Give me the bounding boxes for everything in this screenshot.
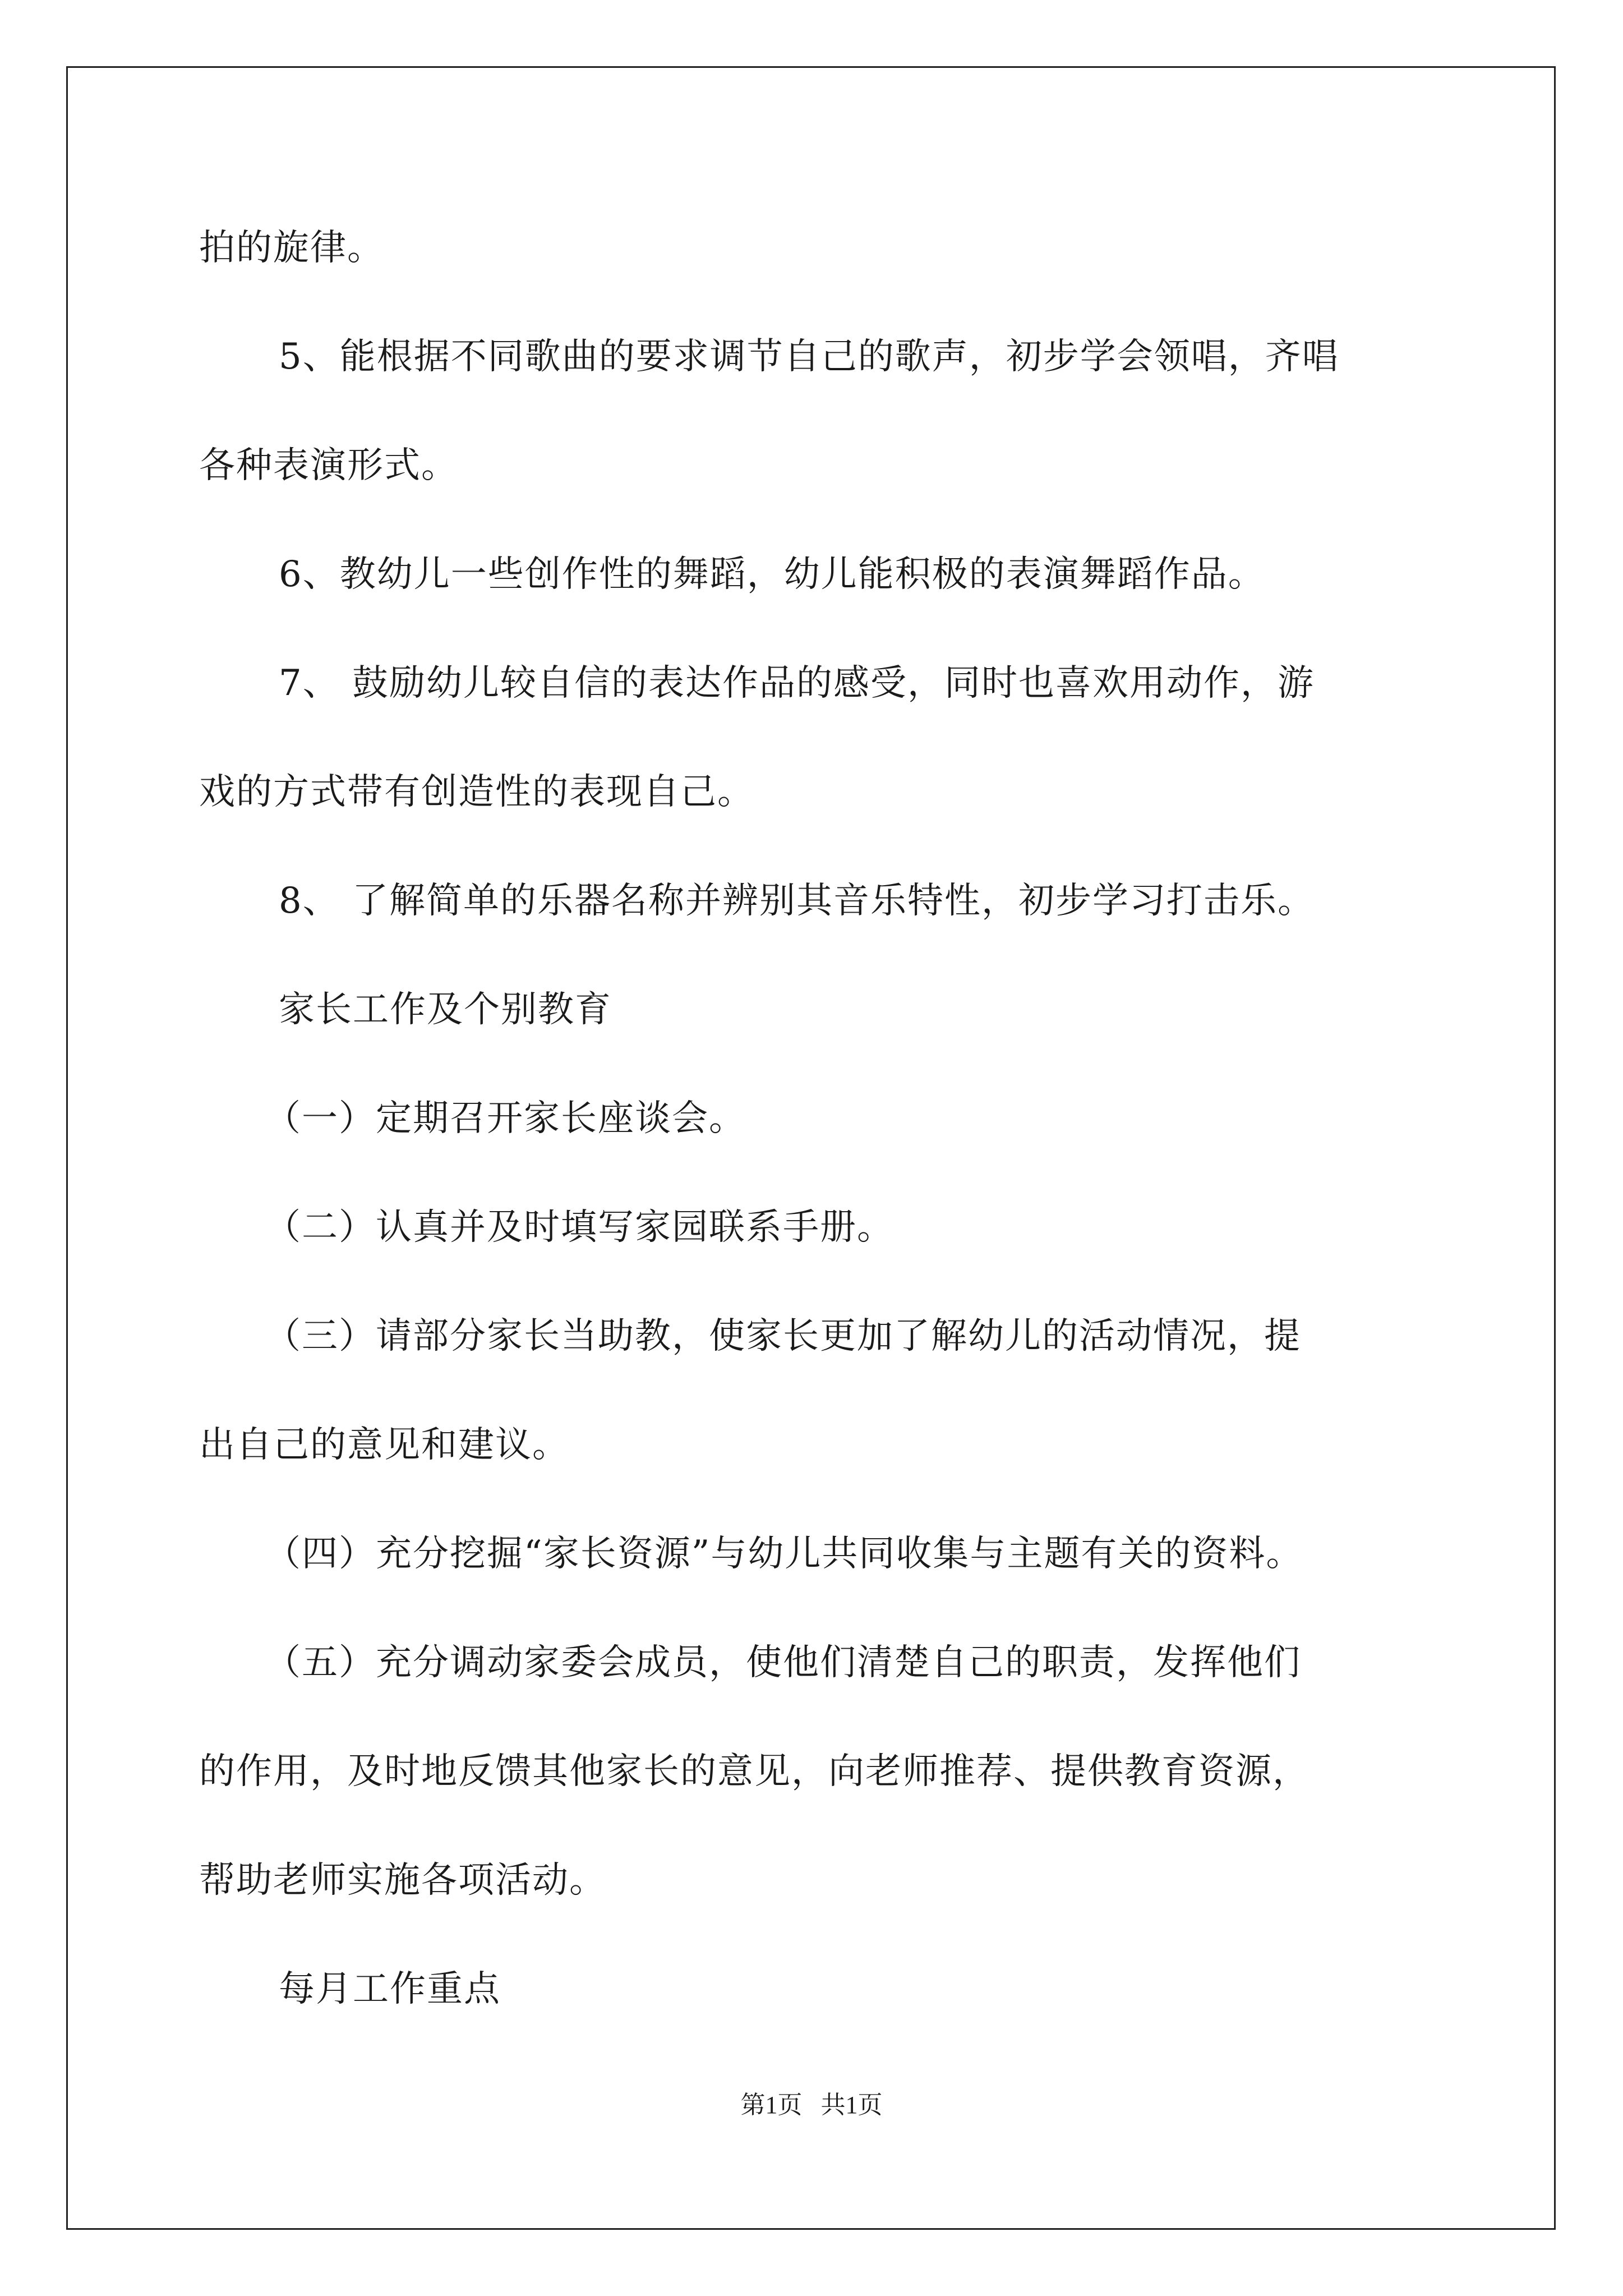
text-line-5: 7、 鼓励幼儿较自信的表达作品的感受，同时也喜欢用动作，游 (279, 662, 1315, 704)
text-line-7: 8、 了解简单的乐器名称并辨别其音乐特性，初步学习打击乐。 (279, 880, 1315, 922)
page-footer: 第1页 共1页 (740, 2091, 883, 2119)
text-line-1: 拍的旋律。 (199, 227, 384, 269)
section-heading-monthly: 每月工作重点 (279, 1968, 501, 2010)
text-line-6: 戏的方式带有创造性的表现自己。 (199, 771, 754, 813)
text-line-11: （三）请部分家长当助教，使家长更加了解幼儿的活动情况，提 (265, 1315, 1301, 1357)
section-heading-parents: 家长工作及个别教育 (279, 989, 612, 1030)
text-line-3: 各种表演形式。 (199, 445, 458, 486)
text-line-10: （二）认真并及时填写家园联系手册。 (265, 1207, 894, 1248)
text-line-16: 帮助老师实施各项活动。 (199, 1860, 606, 1901)
text-line-14: （五）充分调动家委会成员，使他们清楚自己的职责，发挥他们 (265, 1642, 1301, 1683)
text-line-13: （四）充分挖掘“家长资源”与幼儿共同收集与主题有关的资料。 (265, 1533, 1303, 1575)
text-line-2: 5、能根据不同歌曲的要求调节自己的歌声，初步学会领唱，齐唱 (279, 336, 1339, 378)
text-line-9: （一）定期召开家长座谈会。 (265, 1098, 746, 1139)
text-line-15: 的作用，及时地反馈其他家长的意见，向老师推荐、提供教育资源， (199, 1751, 1310, 1792)
text-line-12: 出自己的意见和建议。 (199, 1424, 569, 1466)
text-line-4: 6、教幼儿一些创作性的舞蹈，幼儿能积极的表演舞蹈作品。 (279, 554, 1265, 595)
